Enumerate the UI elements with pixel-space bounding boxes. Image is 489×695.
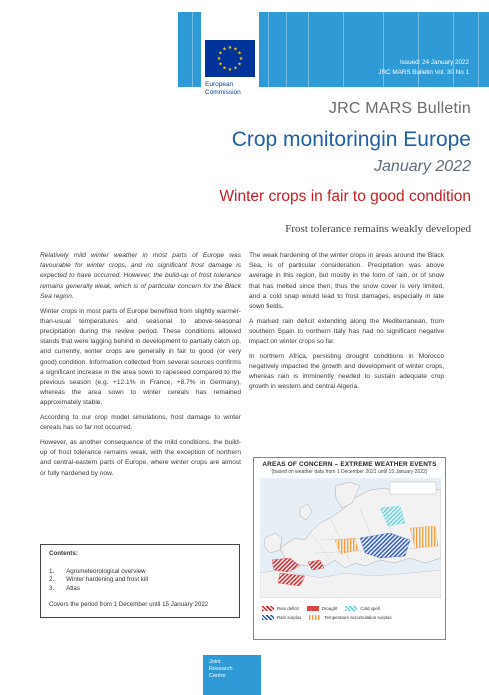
publisher-line-2: Commission	[205, 89, 241, 96]
svg-text:★: ★	[238, 56, 244, 62]
badge-line: Research	[209, 666, 233, 672]
body-paragraph: However, as another consequence of the mild conditions, the build-up of frost tolerance remains weak, with the exception of northern and central-eastern parts of Europe, where winter crops are almost or fully hardened by now.	[40, 438, 241, 477]
legend-label: Drought	[321, 606, 338, 611]
vertical-hatch-swatch-icon	[309, 615, 321, 620]
contents-item-label: Winter hardening and frost kill	[66, 576, 149, 583]
publisher-line-1: European	[205, 81, 234, 88]
subheadline: Frost tolerance remains weakly developed	[285, 223, 471, 235]
svg-text:★: ★	[237, 50, 242, 57]
legend-item	[345, 606, 379, 611]
svg-text:★: ★	[222, 46, 227, 53]
badge-line: Joint	[209, 659, 221, 665]
legend-label: Rain surplus	[277, 615, 302, 620]
body-paragraph: A marked rain deficit extending along the Mediterranean, from southern Spain to northern Italy has had no significant negative impact on winter crops so far.	[249, 317, 444, 346]
issue-date: Issued: 24 January 2022	[400, 59, 469, 66]
hatch-swatch-icon	[262, 606, 274, 611]
map-legend	[262, 606, 442, 624]
hatch-swatch-icon	[262, 615, 274, 620]
svg-text:★: ★	[222, 65, 227, 72]
map-subtitle: (based on weather data from 1 December 2021 until 15 January 2022)	[271, 469, 428, 475]
main-title-suffix: in Europe	[381, 128, 471, 151]
issue-info	[309, 58, 469, 78]
main-title	[232, 128, 471, 152]
publisher-label	[205, 81, 261, 97]
contents-item-number: 2.	[49, 576, 55, 583]
crosshatch-swatch-icon	[307, 606, 319, 611]
body-paragraph: In northern Africa, persisting drought conditions in Morocco negatively impacted the growth and development of winter crops, whereas rain is imminently needed to sustain adequate crop growth in western and central Algeria.	[249, 352, 444, 391]
main-title-prefix: Crop monitoring	[231, 128, 382, 151]
europe-map	[260, 478, 441, 598]
svg-text:★: ★	[218, 50, 223, 57]
bulletin-name: JRC MARS Bulletin	[328, 100, 471, 117]
legend-item	[262, 606, 299, 611]
legend-label: Rain deficit	[277, 606, 299, 611]
issue-month: January 2022	[374, 158, 471, 175]
contents-item[interactable]	[49, 576, 231, 585]
eu-flag-icon	[205, 40, 255, 77]
svg-text:★: ★	[227, 45, 233, 51]
contents-item[interactable]	[49, 568, 231, 577]
contents-item-number: 1.	[49, 567, 55, 575]
svg-text:★: ★	[237, 61, 242, 68]
contents-title: Contents:	[49, 550, 78, 557]
svg-text:★: ★	[233, 65, 238, 72]
contents-item-label: Agrometeorological overview	[66, 567, 146, 575]
jrc-badge	[203, 655, 261, 695]
contents-box	[40, 544, 240, 618]
badge-line: Centre	[209, 673, 226, 679]
contents-item[interactable]	[49, 585, 231, 594]
svg-text:★: ★	[227, 67, 233, 73]
svg-text:★: ★	[216, 56, 222, 62]
lead-paragraph: Relatively mild winter weather in most parts of Europe was favourable for winter crops, and no significant frost damage is expected to have occurred. However, the build-up of frost tolerance remains generally weak, which is of particular concern for the Black Sea region.	[40, 252, 241, 300]
svg-text:★: ★	[233, 46, 238, 53]
body-paragraph: According to our crop model simulations, frost damage to winter cereals has so far not occurred.	[40, 414, 241, 432]
right-text-column	[249, 251, 444, 397]
legend-label: Temperature accumulation surplus	[324, 615, 392, 620]
body-paragraph: Winter crops in most parts of Europe benefited from slightly warmer-than-usual temperatures and seasonal to above-seasonal precipitation during the review period. These conditions allowed stands that were lagging behind in development to partially catch up, and currently, winter crops are generally in fair to good (or very good) condition. Information collected from several sources confirms a significant increase in the area sown to rapeseed compared to the previous season (e.g. +12.1% in France, +8.7% in Germany), whereas the area sown to winter cereals has remained approximately stable.	[40, 307, 241, 407]
contents-item-number: 3.	[49, 584, 55, 592]
legend-item	[309, 615, 391, 620]
hatch-swatch-icon	[345, 606, 357, 611]
svg-text:★: ★	[218, 61, 223, 68]
left-text-column	[40, 251, 241, 483]
body-paragraph: The weak hardening of the winter crops in areas around the Black Sea, is of particular consideration. Precipitation was above average in this region, but mostly in the form of rain, or of snow that has melted since then; thus the snow cover is very limited, and a cold snap would lead to frost damages, especially in late sown fields.	[249, 252, 444, 311]
map-figure	[253, 457, 446, 640]
legend-item	[262, 615, 301, 620]
headline: Winter crops in fair to good condition	[219, 188, 471, 205]
bulletin-reference: JRC MARS Bulletin Vol. 30 No 1	[378, 69, 469, 76]
map-title: AREAS OF CONCERN – EXTREME WEATHER EVENTS	[262, 461, 437, 468]
legend-label: Cold spell	[360, 606, 380, 611]
coverage-period: Covers the period from 1 December until 15 January 2022	[49, 601, 209, 608]
contents-item-label: Atlas	[66, 584, 80, 592]
legend-item	[307, 606, 338, 611]
